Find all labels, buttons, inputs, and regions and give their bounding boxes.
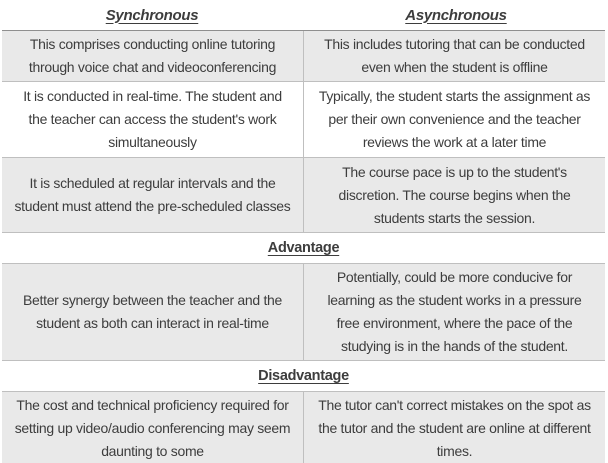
cell-async-scheduling: The course pace is up to the student's discretion. The course begins when the students starts the session. [338, 163, 571, 226]
cell-sync-advantage: Better synergy between the teacher and the student as both can interact in real-time [2, 264, 304, 360]
synchronous-label: Synchronous [105, 6, 199, 24]
cell-async-definition: This includes tutoring that can be conducted even when the student is offline [324, 36, 585, 75]
column-header-asynchronous [304, 7, 608, 24]
cell-sync-definition: This comprises conducting online tutoring through voice chat and videoconferencing [2, 31, 304, 81]
table-row-advantage [2, 264, 605, 361]
cell-async-advantage: Potentially, could be more conducive for learning as the student works in a pressure free environment, where the pace of the studying is in the hands of the student. [327, 269, 582, 354]
cell-sync-disadvantage: The cost and technical proficiency required for setting up video/audio conferencing may seem daunting to some [2, 392, 304, 463]
column-header-synchronous [0, 7, 304, 24]
cell-sync-timing: It is conducted in real-time. The student and the teacher can access the student's work simultaneously [2, 82, 304, 157]
cell-sync-scheduling: It is scheduled at regular intervals and the student must attend the pre-scheduled classes [2, 158, 304, 232]
disadvantage-label: Disadvantage [258, 368, 349, 384]
table-row-disadvantage [2, 392, 605, 463]
cell-async-disadvantage: The tutor can't correct mistakes on the spot as the tutor and the student are online at different times. [318, 397, 591, 459]
asynchronous-label: Asynchronous [405, 6, 507, 24]
section-header-advantage [2, 233, 605, 264]
advantage-label: Advantage [267, 240, 340, 256]
cell-async-timing: Typically, the student starts the assignment as per their own convenience and the teacher reviews the work at a later time [318, 88, 591, 150]
table-row-timing [2, 82, 605, 158]
comparison-table [2, 30, 605, 463]
table-row-definition [2, 31, 605, 82]
section-header-disadvantage [2, 361, 605, 392]
column-headers [0, 0, 608, 30]
table-row-scheduling [2, 158, 605, 233]
